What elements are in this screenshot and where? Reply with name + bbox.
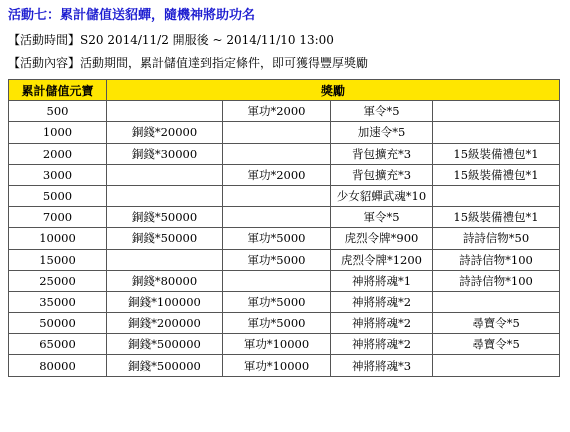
copper-reward-cell: 銅錢*50000 bbox=[107, 207, 223, 228]
table-row bbox=[9, 228, 560, 249]
reward-table bbox=[8, 79, 560, 377]
merit-reward-cell: 軍功*2000 bbox=[223, 164, 331, 185]
item-reward-cell: 加速令*5 bbox=[331, 122, 433, 143]
amount-cell: 65000 bbox=[9, 334, 107, 355]
bonus-reward-cell: 尋寶令*5 bbox=[433, 313, 560, 334]
amount-cell: 7000 bbox=[9, 207, 107, 228]
item-reward-cell: 神將將魂*2 bbox=[331, 291, 433, 312]
bonus-reward-cell: 尋寶令*5 bbox=[433, 334, 560, 355]
copper-reward-cell: 銅錢*500000 bbox=[107, 355, 223, 376]
item-reward-cell: 神將將魂*2 bbox=[331, 313, 433, 334]
merit-reward-cell: 軍功*5000 bbox=[223, 313, 331, 334]
merit-reward-cell bbox=[223, 207, 331, 228]
amount-cell: 35000 bbox=[9, 291, 107, 312]
item-reward-cell: 背包擴充*3 bbox=[331, 164, 433, 185]
table-row bbox=[9, 164, 560, 185]
amount-cell: 80000 bbox=[9, 355, 107, 376]
table-row bbox=[9, 185, 560, 206]
copper-reward-cell bbox=[107, 101, 223, 122]
table-header-row bbox=[9, 80, 560, 101]
copper-reward-cell: 銅錢*500000 bbox=[107, 334, 223, 355]
bonus-reward-cell: 詩詩信物*100 bbox=[433, 249, 560, 270]
copper-reward-cell bbox=[107, 164, 223, 185]
bonus-reward-cell: 15級裝備禮包*1 bbox=[433, 207, 560, 228]
copper-reward-cell: 銅錢*100000 bbox=[107, 291, 223, 312]
event-time-value: S20 2014/11/2 開服後 ~ 2014/11/10 13:00 bbox=[80, 33, 334, 47]
copper-reward-cell bbox=[107, 249, 223, 270]
table-row bbox=[9, 249, 560, 270]
item-reward-cell: 神將將魂*1 bbox=[331, 270, 433, 291]
copper-reward-cell: 銅錢*80000 bbox=[107, 270, 223, 291]
bonus-reward-cell bbox=[433, 101, 560, 122]
bonus-reward-cell: 15級裝備禮包*1 bbox=[433, 164, 560, 185]
merit-reward-cell: 軍功*10000 bbox=[223, 355, 331, 376]
event-content-label: 【活動內容】 bbox=[8, 56, 81, 70]
event-content-line bbox=[8, 54, 368, 71]
bonus-reward-cell: 15級裝備禮包*1 bbox=[433, 143, 560, 164]
table-row bbox=[9, 313, 560, 334]
header-rewards: 獎勵 bbox=[107, 80, 560, 101]
table-row bbox=[9, 143, 560, 164]
item-reward-cell: 虎烈令牌*900 bbox=[331, 228, 433, 249]
item-reward-cell: 神將將魂*2 bbox=[331, 334, 433, 355]
table-row bbox=[9, 101, 560, 122]
bonus-reward-cell bbox=[433, 291, 560, 312]
amount-cell: 10000 bbox=[9, 228, 107, 249]
table-row bbox=[9, 270, 560, 291]
amount-cell: 2000 bbox=[9, 143, 107, 164]
merit-reward-cell: 軍功*5000 bbox=[223, 291, 331, 312]
item-reward-cell: 虎烈令牌*1200 bbox=[331, 249, 433, 270]
merit-reward-cell: 軍功*2000 bbox=[223, 101, 331, 122]
item-reward-cell: 軍令*5 bbox=[331, 207, 433, 228]
merit-reward-cell: 軍功*5000 bbox=[223, 228, 331, 249]
table-row bbox=[9, 291, 560, 312]
bonus-reward-cell bbox=[433, 122, 560, 143]
page-title: 活動七：累計儲值送貂蟬，隨機神將助功名 bbox=[8, 8, 256, 23]
table-row bbox=[9, 355, 560, 376]
merit-reward-cell: 軍功*5000 bbox=[223, 249, 331, 270]
table-row bbox=[9, 122, 560, 143]
copper-reward-cell bbox=[107, 185, 223, 206]
merit-reward-cell bbox=[223, 122, 331, 143]
item-reward-cell: 軍令*5 bbox=[331, 101, 433, 122]
item-reward-cell: 少女貂蟬武魂*10 bbox=[331, 185, 433, 206]
bonus-reward-cell: 詩詩信物*100 bbox=[433, 270, 560, 291]
merit-reward-cell bbox=[223, 143, 331, 164]
event-content-value: 活動期間，累計儲值達到指定條件，即可獲得豐厚獎勵 bbox=[80, 56, 369, 70]
event-time-label: 【活動時間】 bbox=[8, 33, 81, 47]
item-reward-cell: 神將將魂*3 bbox=[331, 355, 433, 376]
amount-cell: 3000 bbox=[9, 164, 107, 185]
bonus-reward-cell bbox=[433, 185, 560, 206]
merit-reward-cell: 軍功*10000 bbox=[223, 334, 331, 355]
copper-reward-cell: 銅錢*200000 bbox=[107, 313, 223, 334]
merit-reward-cell bbox=[223, 270, 331, 291]
amount-cell: 50000 bbox=[9, 313, 107, 334]
merit-reward-cell bbox=[223, 185, 331, 206]
copper-reward-cell: 銅錢*30000 bbox=[107, 143, 223, 164]
amount-cell: 25000 bbox=[9, 270, 107, 291]
table-body bbox=[9, 101, 560, 376]
table-row bbox=[9, 207, 560, 228]
bonus-reward-cell: 詩詩信物*50 bbox=[433, 228, 560, 249]
event-time-line bbox=[8, 31, 334, 48]
bonus-reward-cell bbox=[433, 355, 560, 376]
amount-cell: 15000 bbox=[9, 249, 107, 270]
amount-cell: 500 bbox=[9, 101, 107, 122]
amount-cell: 1000 bbox=[9, 122, 107, 143]
item-reward-cell: 背包擴充*3 bbox=[331, 143, 433, 164]
copper-reward-cell: 銅錢*50000 bbox=[107, 228, 223, 249]
copper-reward-cell: 銅錢*20000 bbox=[107, 122, 223, 143]
amount-cell: 5000 bbox=[9, 185, 107, 206]
table-row bbox=[9, 334, 560, 355]
header-cumulative-topup: 累計儲值元寶 bbox=[9, 80, 107, 101]
